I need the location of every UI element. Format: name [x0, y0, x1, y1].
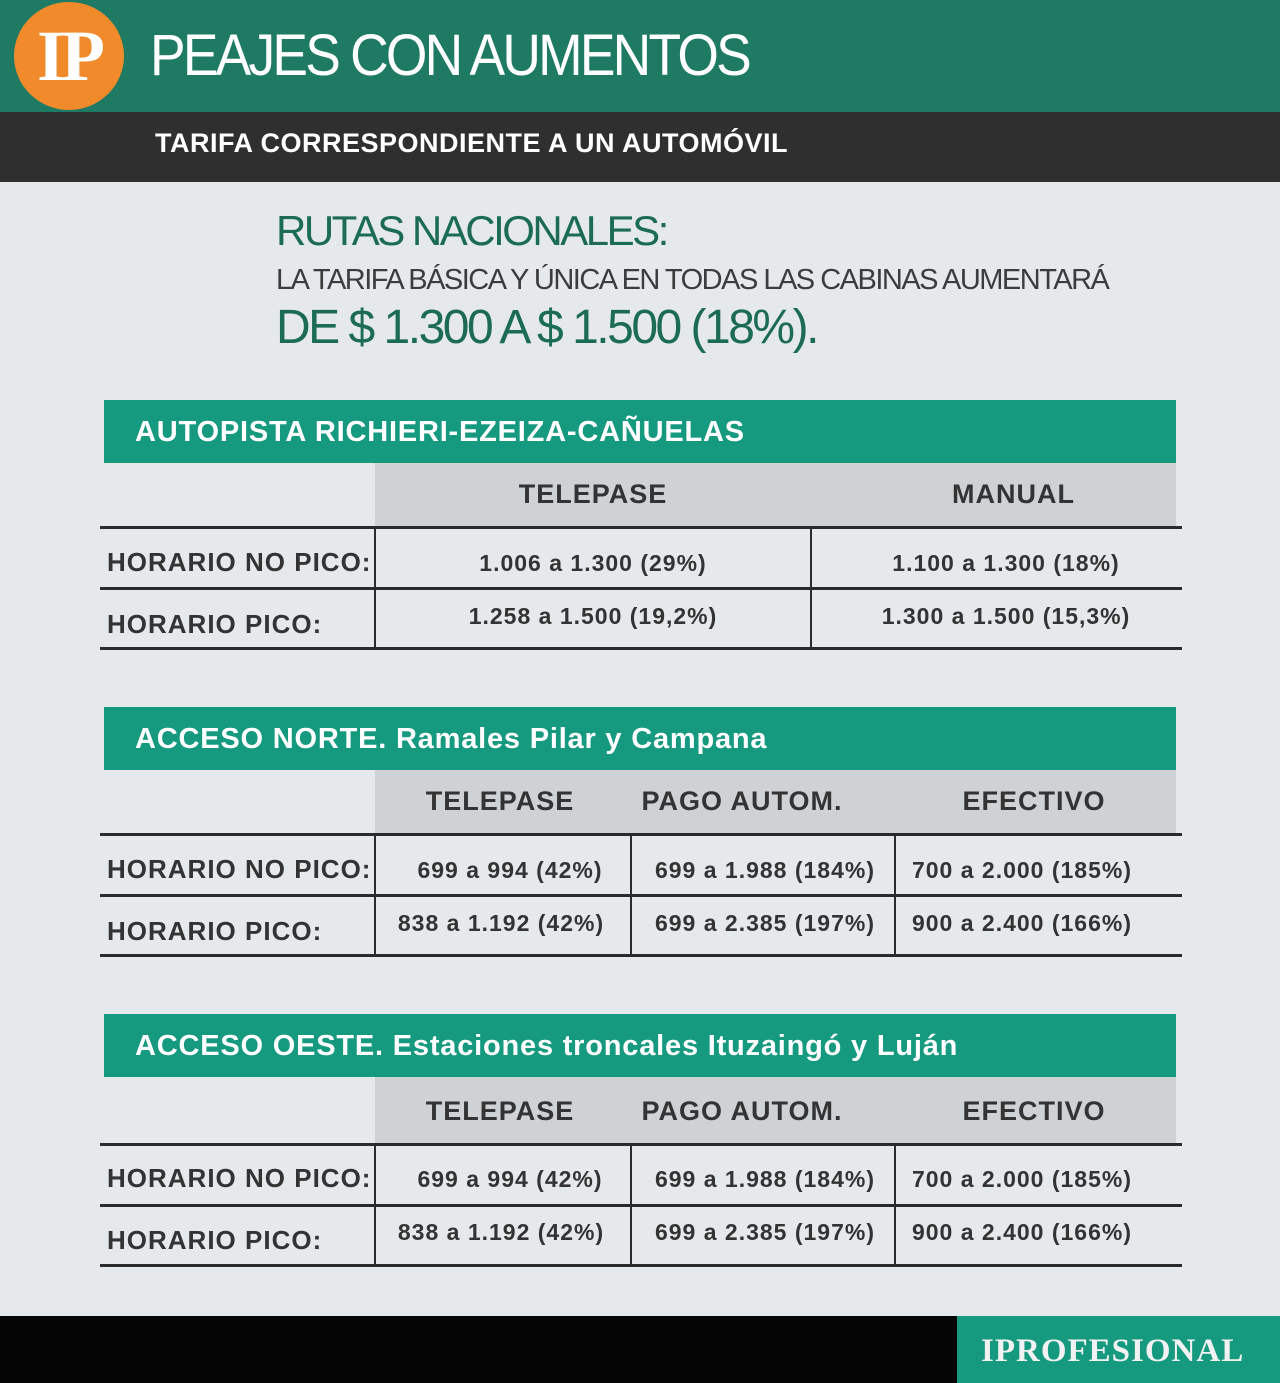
section-header	[104, 707, 1176, 770]
table-cell: 838 a 1.192 (42%)	[397, 1219, 605, 1245]
table-cell: 1.258 a 1.500 (19,2%)	[468, 603, 718, 629]
row-label-pico: HORARIO PICO:	[107, 609, 323, 639]
table-cell: 1.300 a 1.500 (15,3%)	[881, 603, 1131, 629]
divider	[100, 1143, 1182, 1146]
row-label-pico: HORARIO PICO:	[107, 916, 323, 946]
table-cell: 699 a 994 (42%)	[417, 1166, 603, 1192]
rutas-text: LA TARIFA BÁSICA Y ÚNICA EN TODAS LAS CABINAS AUMENTARÁ	[276, 264, 1109, 296]
table-cell: 699 a 994 (42%)	[417, 857, 603, 883]
table-cell: 700 a 2.000 (185%)	[911, 1166, 1133, 1192]
column-header-pago-autom: PAGO AUTOM.	[641, 1096, 843, 1126]
table-cell: 699 a 1.988 (184%)	[654, 1166, 876, 1192]
row-label-no-pico: HORARIO NO PICO:	[107, 1163, 372, 1193]
logo-text: IP	[37, 15, 101, 96]
table-cell: 1.100 a 1.300 (18%)	[892, 550, 1120, 576]
divider	[100, 647, 1182, 650]
divider	[894, 836, 896, 954]
column-header-manual: MANUAL	[952, 479, 1075, 509]
rutas-title: RUTAS NACIONALES:	[276, 207, 667, 254]
row-label-no-pico: HORARIO NO PICO:	[107, 547, 372, 577]
row-label-pico: HORARIO PICO:	[107, 1225, 323, 1255]
divider	[100, 1204, 1182, 1207]
table-cell: 699 a 2.385 (197%)	[654, 910, 876, 936]
section-title: ACCESO OESTE. Estaciones troncales Ituzaingó y Luján	[135, 1030, 959, 1062]
column-header-telepase: TELEPASE	[425, 786, 575, 816]
column-header-telepase: TELEPASE	[518, 479, 668, 509]
section-richieri	[100, 400, 1182, 652]
divider	[100, 1264, 1182, 1267]
footer-brand	[957, 1316, 1280, 1383]
table-cell: 900 a 2.400 (166%)	[911, 910, 1133, 936]
divider	[100, 833, 1182, 836]
divider	[100, 526, 1182, 529]
table-cell: 700 a 2.000 (185%)	[911, 857, 1133, 883]
table-cell: 838 a 1.192 (42%)	[397, 910, 605, 936]
section-title: AUTOPISTA RICHIERI-EZEIZA-CAÑUELAS	[135, 416, 745, 448]
divider	[100, 894, 1182, 897]
section-header	[104, 400, 1176, 463]
section-title: ACCESO NORTE. Ramales Pilar y Campana	[135, 723, 768, 755]
section-header	[104, 1014, 1176, 1077]
page-subtitle: TARIFA CORRESPONDIENTE A UN AUTOMÓVIL	[155, 128, 789, 158]
divider	[894, 1146, 896, 1264]
row-label-no-pico: HORARIO NO PICO:	[107, 854, 372, 884]
table-cell: 1.006 a 1.300 (29%)	[479, 550, 707, 576]
page-title: PEAJES CON AUMENTOS	[150, 23, 749, 88]
divider	[100, 587, 1182, 590]
ip-logo	[14, 2, 124, 110]
footer-brand-text: IPROFESIONAL	[981, 1333, 1245, 1369]
column-header-efectivo: EFECTIVO	[962, 1096, 1106, 1126]
column-header-pago-autom: PAGO AUTOM.	[641, 786, 843, 816]
column-header-efectivo: EFECTIVO	[962, 786, 1106, 816]
column-header-telepase: TELEPASE	[425, 1096, 575, 1126]
table-cell: 900 a 2.400 (166%)	[911, 1219, 1133, 1245]
table-cell: 699 a 2.385 (197%)	[654, 1219, 876, 1245]
rutas-amount: DE $ 1.300 A $ 1.500 (18%).	[276, 301, 817, 354]
section-acceso-norte	[100, 707, 1182, 959]
table-cell: 699 a 1.988 (184%)	[654, 857, 876, 883]
section-acceso-oeste	[100, 1014, 1182, 1268]
divider	[630, 836, 632, 954]
divider	[100, 954, 1182, 957]
